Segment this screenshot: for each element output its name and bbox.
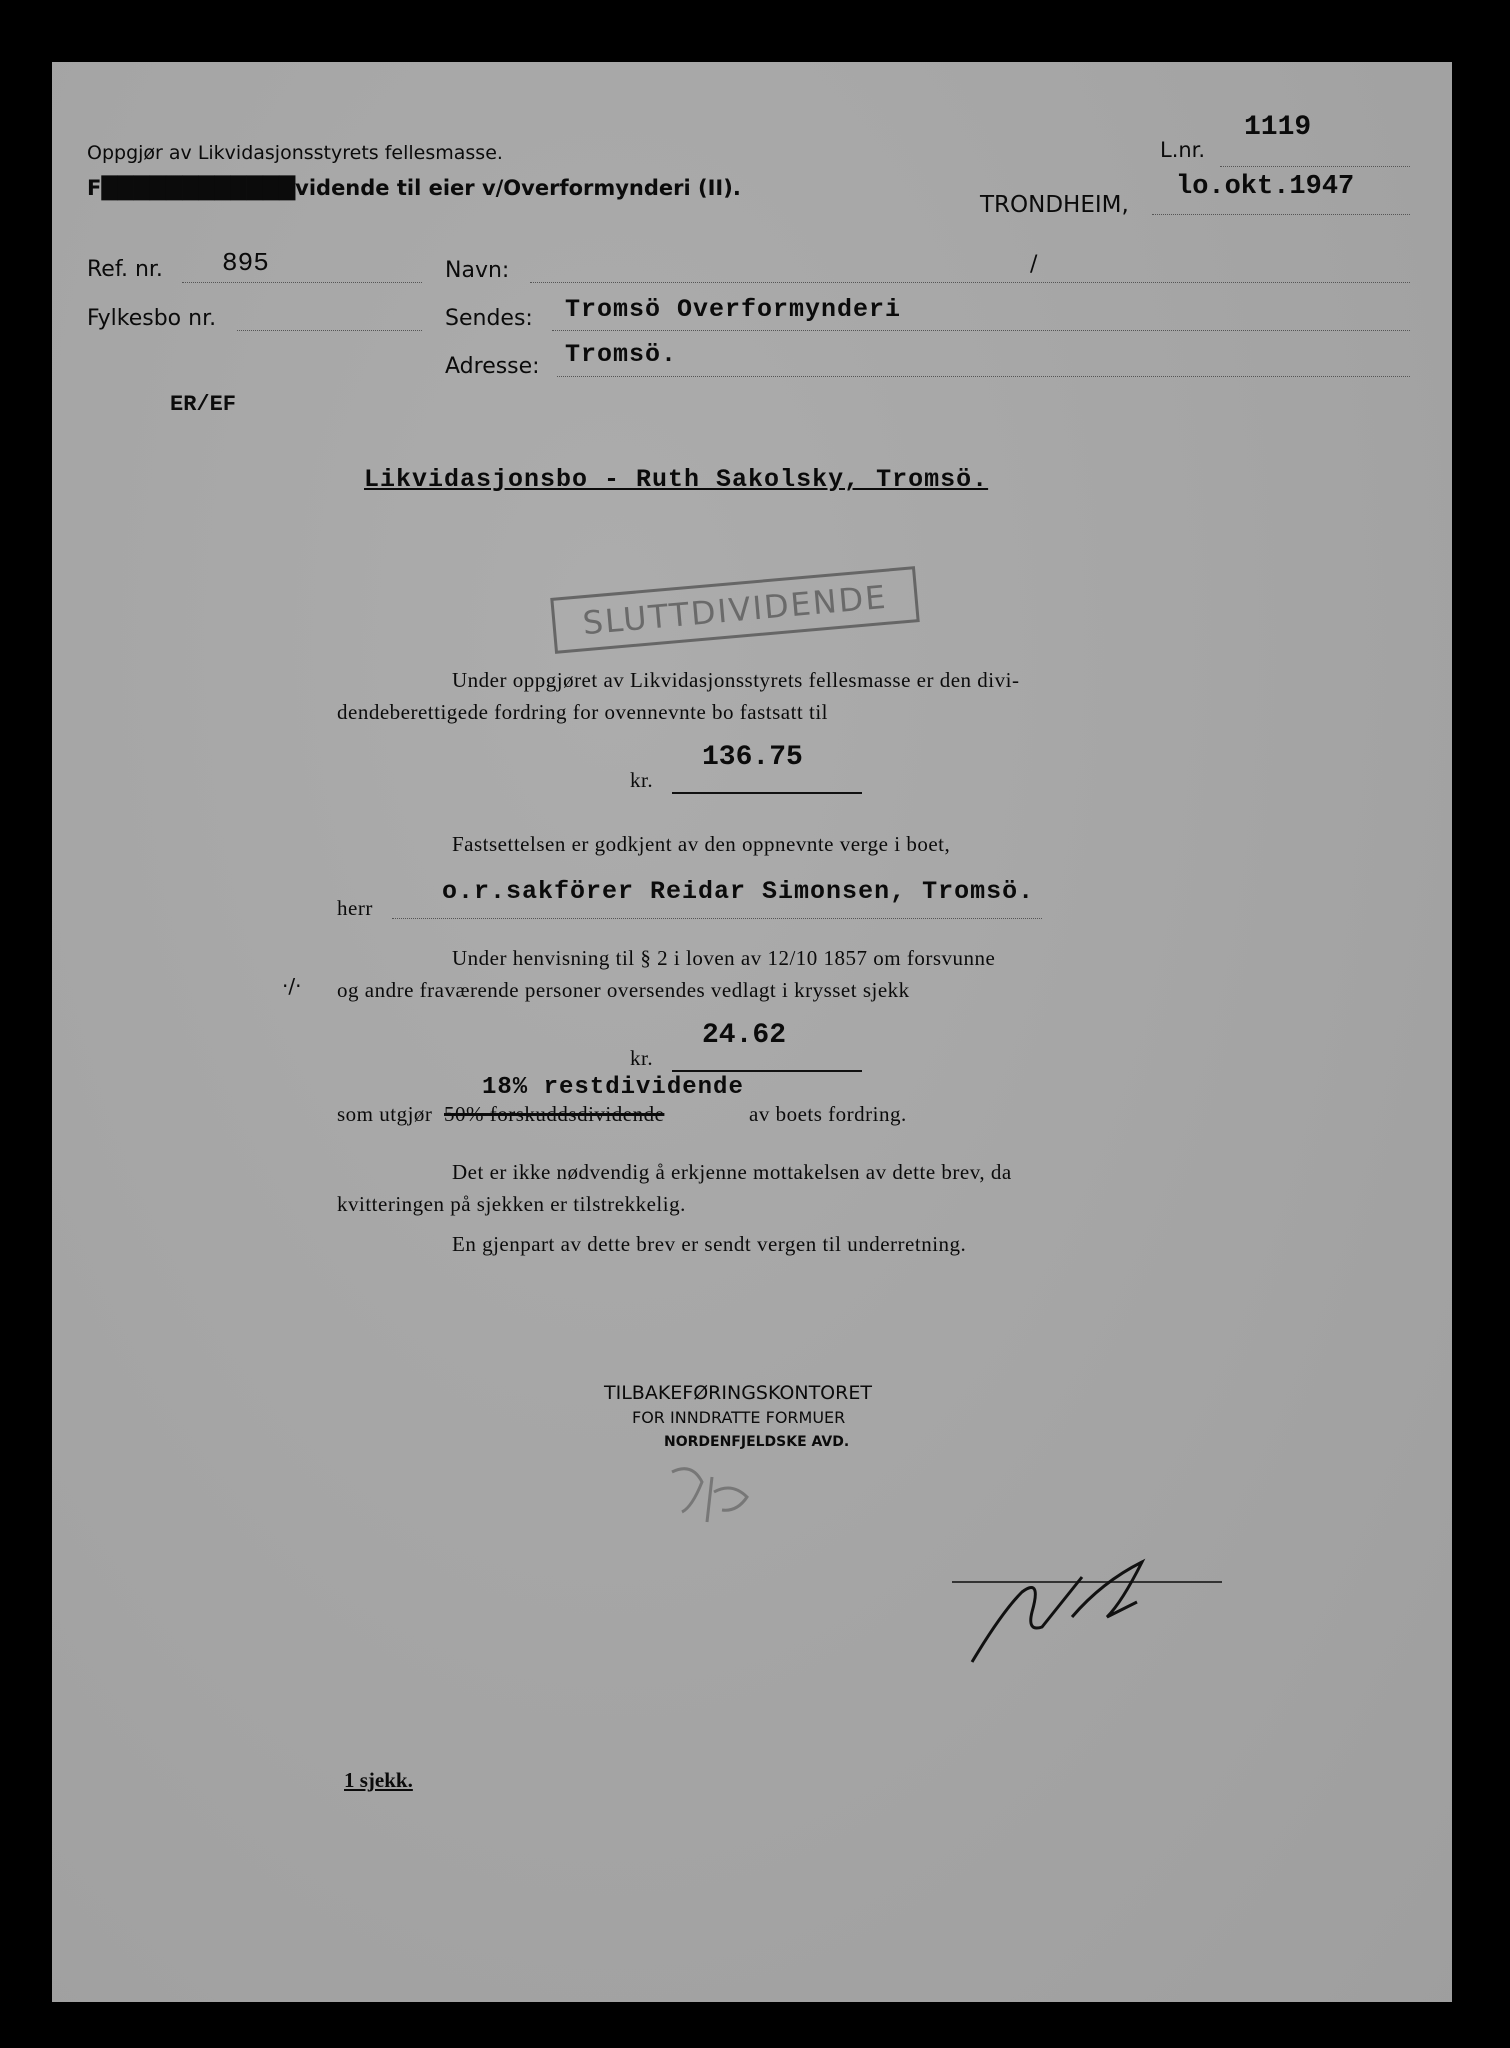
fylkesbo-line [237,330,422,331]
para6: En gjenpart av dette brev er sendt vergen til underretning. [452,1232,967,1256]
sendes-line [552,330,1410,331]
enclosure-note: 1 sjekk. [344,1768,413,1792]
para1-line2: dendeberettigede fordring for ovennevnte bo fastsatt til [337,700,829,724]
subject-line: Likvidasjonsbo - Ruth Sakolsky, Tromsö. [364,465,989,494]
sendes-value: Tromsö Overformynderi [565,295,902,324]
herr-label: herr [337,896,373,920]
para1-line1: Under oppgjøret av Likvidasjonsstyrets fellesmasse er den divi- [452,668,1020,692]
amount-fastsatt: 136.75 [702,742,803,773]
para3-line1: Under henvisning til § 2 i loven av 12/10 1857 om forsvunne [452,946,996,970]
para3-line2: og andre fraværende personer oversendes vedlagt i krysset sjekk [337,978,910,1002]
amount2-line [672,1070,862,1072]
navn-value: / [1030,252,1038,277]
ref-value: 895 [222,248,269,278]
restdividende-overtype: 18% restdividende [482,1074,744,1101]
ref-label: Ref. nr. [87,257,163,282]
verge-name: o.r.sakförer Reidar Simonsen, Tromsö. [442,877,1035,906]
para5-line1: Det er ikke nødvendig å erkjenne mottakelsen av dette brev, da [452,1160,1012,1184]
pencil-initials [652,1452,792,1542]
para2: Fastsettelsen er godkjent av den oppnevnte verge i boet, [452,832,951,856]
org-subtitle: FOR INNDRATTE FORMUER [632,1408,846,1427]
city-label: TRONDHEIM, [980,192,1129,218]
lnr-label: L.nr. [1160,138,1206,162]
margin-mark: ·/· [282,974,302,998]
adresse-value: Tromsö. [565,340,678,369]
navn-line [530,282,1410,283]
kr-label-2: kr. [630,1046,654,1070]
sluttdividende-stamp: SLUTTDIVIDENDE [550,566,919,654]
header-subtitle: F████████████vidende til eier v/Overformynderi (II). [87,176,741,200]
amount-sjekk: 24.62 [702,1020,787,1051]
para4-start: som utgjør [337,1102,433,1126]
herr-line [392,918,1042,919]
para5-line2: kvitteringen på sjekken er tilstrekkelig. [337,1192,686,1216]
lnr-value: 1119 [1244,112,1312,143]
adresse-line [557,376,1410,377]
lnr-line [1220,166,1410,167]
sendes-label: Sendes: [445,306,533,331]
initials: ER/EF [170,392,237,417]
org-name: TILBAKEFØRINGSKONTORET [604,1382,872,1404]
letter-date: lo.okt.1947 [1176,172,1355,202]
header-title: Oppgjør av Likvidasjonsstyrets fellesmasse. [87,142,503,164]
fylkesbo-label: Fylkesbo nr. [87,306,217,331]
document-page [52,62,1452,2002]
adresse-label: Adresse: [445,354,540,379]
navn-label: Navn: [445,258,510,283]
kr-label-1: kr. [630,768,654,792]
amount1-line [672,792,862,794]
para4-end: av boets fordring. [749,1102,907,1126]
ref-line [182,282,422,283]
org-division: NORDENFJELDSKE AVD. [664,1434,850,1450]
date-line [1152,214,1410,215]
signature [932,1542,1232,1692]
para4-struck: 50% forskuddsdividende [444,1102,665,1126]
